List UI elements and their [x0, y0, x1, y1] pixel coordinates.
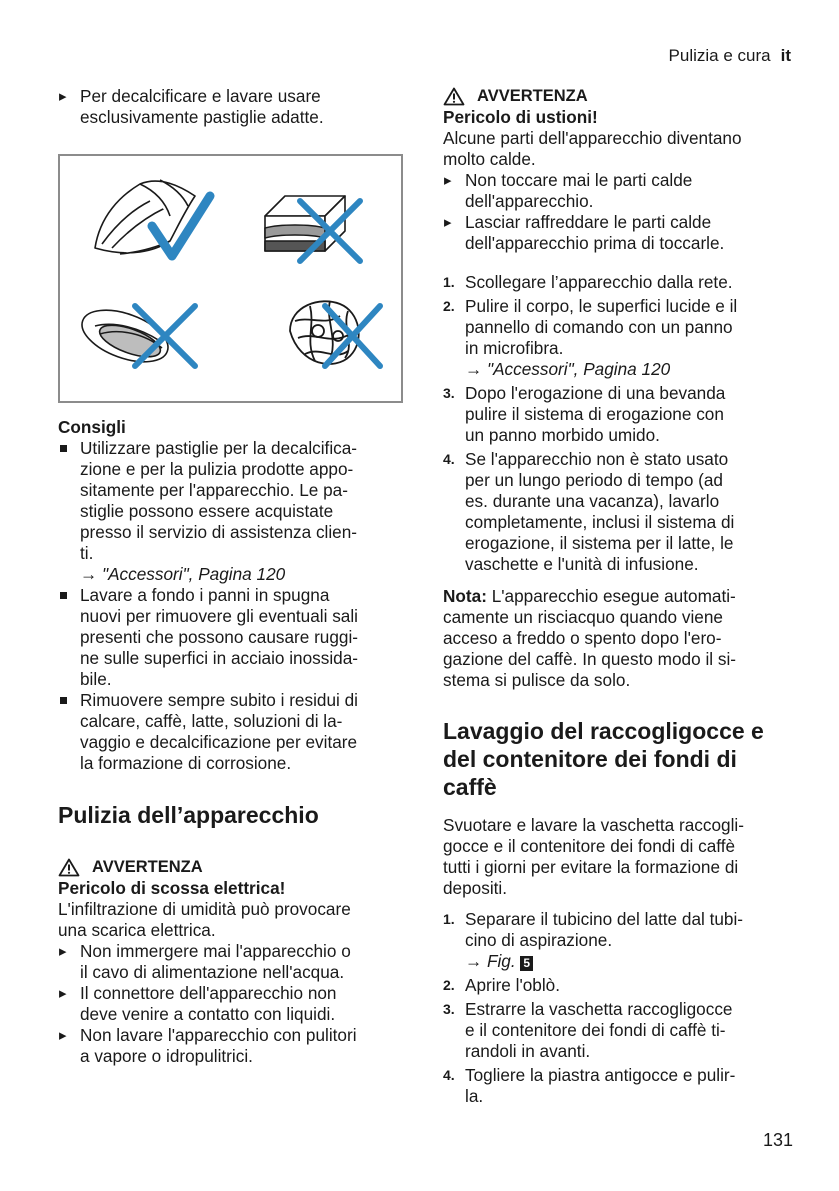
tips-title: Consigli [58, 417, 126, 437]
sponge-icon [75, 300, 175, 372]
cleaning-materials-figure [58, 154, 403, 403]
step-item: 2. Pulire il corpo, le superfici lucide e il pannello di comando con un panno in microfibra. → "Accessori", Pagina 120 [443, 296, 793, 380]
warning-label: AVVERTENZA [58, 857, 403, 878]
running-header [669, 46, 791, 66]
warning-label: AVVERTENZA [443, 86, 793, 107]
note: Nota: L'apparecchio esegue automati- camente un risciacquo quando viene acceso a freddo o spento dopo l'ero- gazione del caffè. In questo modo il si- stema si pulisce da solo. [443, 586, 737, 690]
step-item: 3. Dopo l'erogazione di una bevanda pulire il sistema di erogazione con un panno morbido umido. [443, 383, 726, 445]
step-item: 4. Se l'apparecchio non è stato usato per un lungo periodo di tempo (ad es. durante una vacanza), lavarlo completamente, inclusi il sistema di erogazione, il sistema per il latte, le vaschette e l'unità di infusione. [443, 449, 735, 574]
cross-reference-link[interactable]: → "Accessori", Pagina 120 [80, 564, 286, 584]
cleaning-materials-illustration [60, 156, 401, 401]
step-item: 2. Aprire l'oblò. [443, 975, 560, 995]
warning-bullet: ▸ Non immergere mai l'apparecchio o il cavo di alimentazione nell'acqua. [58, 941, 403, 983]
warning-bullet: ▸ Lasciar raffreddare le parti calde dell'apparecchio prima di toccarle. [443, 212, 793, 254]
intro-bullet: ▸ Per decalcificare e lavare usare esclusivamente pastiglie adatte. [58, 86, 403, 128]
warning-bullet: ▸ Non toccare mai le parti calde dell'apparecchio. [443, 170, 793, 212]
warning-title: Pericolo di ustioni! [443, 107, 598, 127]
tip-item: Utilizzare pastiglie per la decalcifica- zione e per la pulizia prodotte appo- sitamente per l'apparecchio. Le pa- stiglie possono essere acquistate presso il servizio di assistenza clien- ti. → "Accessori", Pagina 120 [58, 438, 403, 585]
section-text: Svuotare e lavare la vaschetta raccogli- gocce e il contenitore dei fondi di caffè tutti i giorni per evitare la formazione di depositi. [443, 815, 744, 898]
right-column [443, 86, 793, 1107]
step-item: 1. Scollegare l’apparecchio dalla rete. [443, 272, 733, 292]
section-title: Pulizia dell’apparecchio [58, 802, 319, 828]
tip-item: Lavare a fondo i panni in spugna nuovi per rimuovere gli eventuali sali presenti che possono causare ruggi- ne sulle superfici in acciaio inossida- bile. [58, 585, 403, 690]
figure-reference-link[interactable]: → Fig. 5 [465, 951, 793, 972]
step-item: 4. Togliere la piastra antigocce e pulir- la. [443, 1065, 736, 1106]
header-section: Pulizia e cura [668, 46, 771, 65]
warning-text: L'infiltrazione di umidità può provocare una scarica elettrica. [58, 899, 351, 940]
header-lang: it [780, 46, 791, 65]
warning-bullet: ▸ Non lavare l'apparecchio con pulitori a vapore o idropulitrici. [58, 1025, 403, 1067]
step-item: 1. Separare il tubicino del latte dal tubi- cino di aspirazione. → Fig. 5 [443, 909, 793, 972]
warning-triangle-icon [443, 87, 465, 106]
warning-text: Alcune parti dell'apparecchio diventano molto calde. [443, 128, 742, 169]
page-number: 131 [762, 1130, 793, 1150]
warning-title: Pericolo di scossa elettrica! [58, 878, 286, 898]
cross-reference-link[interactable]: → "Accessori", Pagina 120 [465, 359, 671, 379]
figure-number-badge: 5 [520, 956, 533, 971]
note-label: Nota: [443, 586, 487, 606]
left-column [58, 86, 403, 1067]
section-title: Lavaggio del raccogligocce e del contenitore dei fondi di caffè [443, 718, 764, 800]
warning-bullet: ▸ Il connettore dell'apparecchio non deve venire a contatto con liquidi. [58, 983, 403, 1025]
step-item: 3. Estrarre la vaschetta raccogligocce e il contenitore dei fondi di caffè ti- randoli in avanti. [443, 999, 733, 1061]
tip-item: Rimuovere sempre subito i residui di calcare, caffè, latte, soluzioni di la- vaggio e decalcificazione per evitare la formazione di corrosione. [58, 690, 403, 774]
warning-triangle-icon [58, 858, 80, 877]
